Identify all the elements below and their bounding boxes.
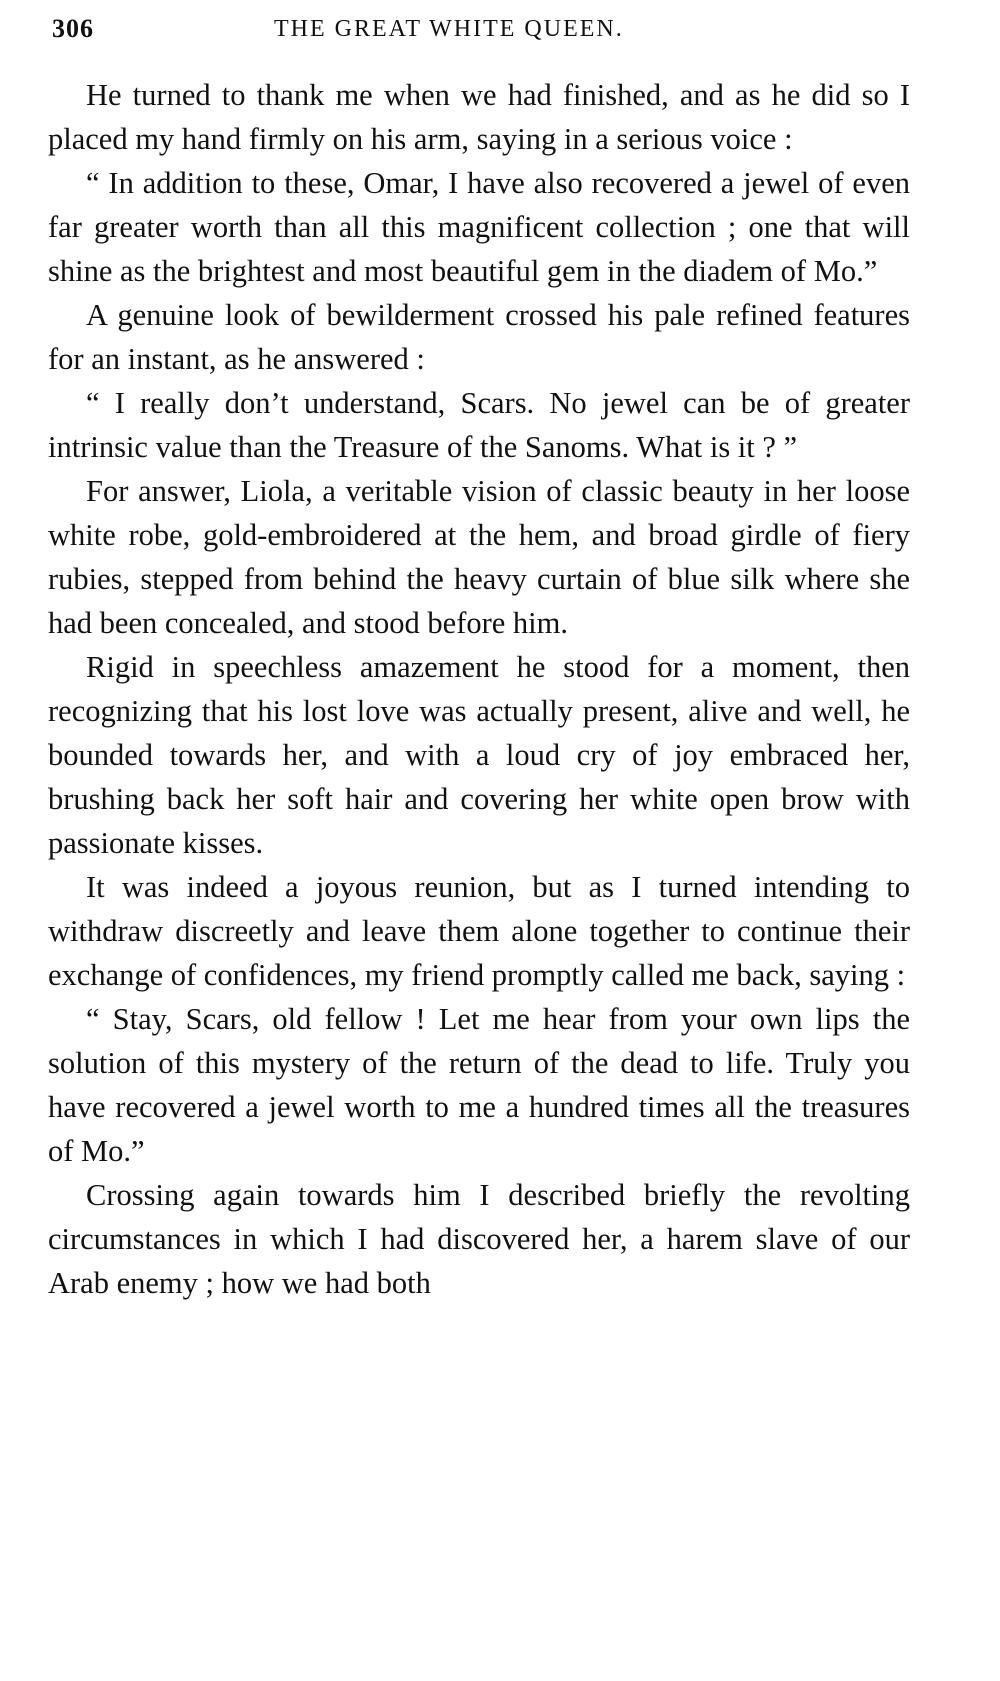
paragraph: “ I really don’t understand, Scars. No jewel can be of greater intrinsic value than the Treasure of the Sanoms. What is it ? ” <box>48 386 910 464</box>
page-number: 306 <box>52 14 94 43</box>
paragraph: “ Stay, Scars, old fellow ! Let me hear from your own lips the solution of this mystery of the return of the dead to life. Truly you have recovered a jewel worth to me a hundred times all the treasures of Mo.” <box>48 1002 910 1168</box>
paragraph: “ In addition to these, Omar, I have also recovered a jewel of even far greater worth than all this magnificent collection ; one that will shine as the brightest and most beautiful gem in the diadem of Mo.” <box>48 166 910 288</box>
paragraph: Rigid in speechless amazement he stood for a moment, then recognizing that his lost love was actually present, alive and well, he bounded towards her, and with a loud cry of joy embraced her, brushing back her soft hair and covering her white open brow with passionate kisses. <box>48 650 910 860</box>
paragraph: He turned to thank me when we had finished, and as he did so I placed my hand firmly on his arm, saying in a serious voice : <box>48 78 910 156</box>
paragraph: Crossing again towards him I described briefly the revolting circumstances in which I had discovered her, a harem slave of our Arab enemy ; how we had both <box>48 1178 910 1300</box>
paragraph: A genuine look of bewilderment crossed his pale refined features for an instant, as he answered : <box>48 298 910 376</box>
body-text <box>48 73 910 1305</box>
paragraph: For answer, Liola, a veritable vision of classic beauty in her loose white robe, gold-embroidered at the hem, and broad girdle of fiery rubies, stepped from behind the heavy curtain of blue silk where she had been concealed, and stood before him. <box>48 474 910 640</box>
running-title: THE GREAT WHITE QUEEN. <box>274 16 624 42</box>
running-head <box>52 14 952 54</box>
paragraph: It was indeed a joyous reunion, but as I turned intending to withdraw discreetly and leave them alone together to continue their exchange of confidences, my friend promptly called me back, saying : <box>48 870 910 992</box>
